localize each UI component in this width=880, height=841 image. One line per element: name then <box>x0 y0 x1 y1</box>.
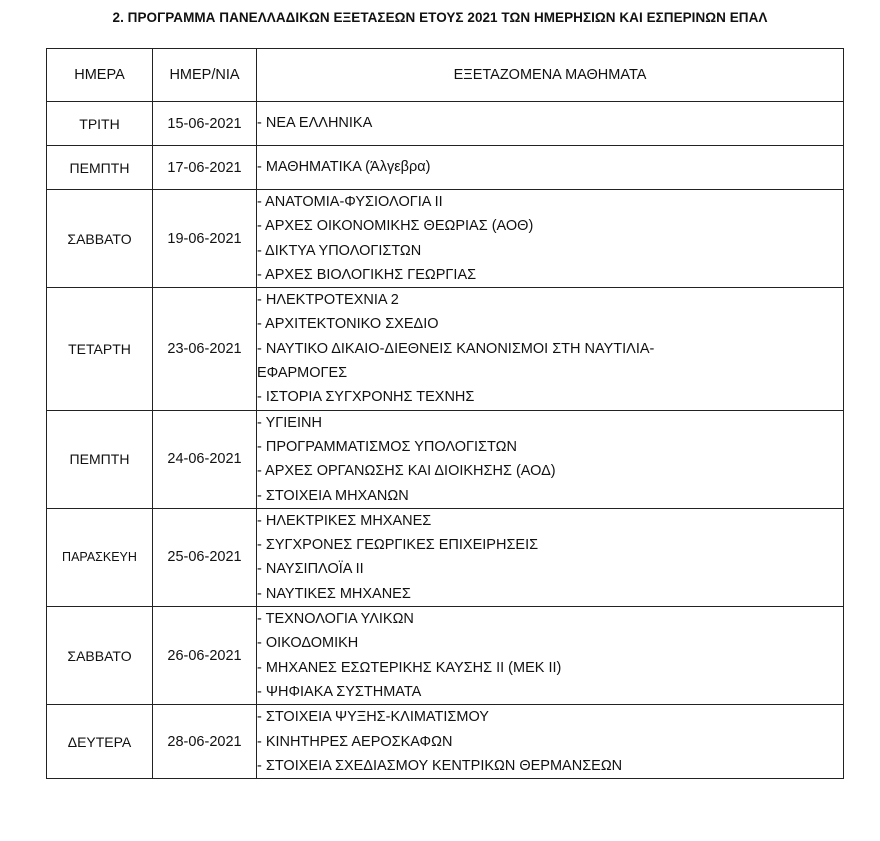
table-body <box>47 102 844 779</box>
subjects-cell <box>257 607 844 705</box>
subject-item: - ΝΕΑ ΕΛΛΗΝΙΚΑ <box>257 115 373 132</box>
subject-item: - ΤΕΧΝΟΛΟΓΙΑ ΥΛΙΚΩΝ <box>257 611 414 628</box>
subject-item: - ΣΤΟΙΧΕΙΑ ΣΧΕΔΙΑΣΜΟΥ ΚΕΝΤΡΙΚΩΝ ΘΕΡΜΑΝΣΕΩΝ <box>257 757 623 774</box>
date-cell: 19-06-2021 <box>153 190 257 288</box>
subject-item: - ΜΗΧΑΝΕΣ ΕΣΩΤΕΡΙΚΗΣ ΚΑΥΣΗΣ ΙΙ (ΜΕΚ ΙΙ) <box>257 659 562 676</box>
table-row <box>47 146 844 190</box>
subject-item: - ΑΡΧΙΤΕΚΤΟΝΙΚΟ ΣΧΕΔΙΟ <box>257 316 439 333</box>
subject-item: - ΝΑΥΤΙΚΕΣ ΜΗΧΑΝΕΣ <box>257 585 411 602</box>
subject-item: - ΜΑΘΗΜΑΤΙΚΑ (Άλγεβρα) <box>257 159 431 176</box>
table-header-row <box>47 49 844 102</box>
date-cell: 17-06-2021 <box>153 146 257 190</box>
date-cell: 24-06-2021 <box>153 410 257 508</box>
subject-item: - ΠΡΟΓΡΑΜΜΑΤΙΣΜΟΣ ΥΠΟΛΟΓΙΣΤΩΝ <box>257 438 517 455</box>
date-cell: 25-06-2021 <box>153 508 257 606</box>
table-row <box>47 410 844 508</box>
table-row <box>47 705 844 779</box>
subject-item: - ΑΡΧΕΣ ΟΙΚΟΝΟΜΙΚΗΣ ΘΕΩΡΙΑΣ (ΑΟΘ) <box>257 218 534 235</box>
table-row <box>47 190 844 288</box>
header-date: ΗΜΕΡ/ΝΙΑ <box>153 49 257 102</box>
day-cell: ΠΑΡΑΣΚΕΥΗ <box>47 508 153 606</box>
subject-item: - ΔΙΚΤΥΑ ΥΠΟΛΟΓΙΣΤΩΝ <box>257 242 422 259</box>
subject-item: - ΣΤΟΙΧΕΙΑ ΨΥΞΗΣ-ΚΛΙΜΑΤΙΣΜΟΥ <box>257 709 489 726</box>
subject-item: - ΙΣΤΟΡΙΑ ΣΥΓΧΡΟΝΗΣ ΤΕΧΝΗΣ <box>257 389 475 406</box>
subject-item: - ΟΙΚΟΔΟΜΙΚΗ <box>257 635 359 652</box>
subjects-cell <box>257 190 844 288</box>
subjects-cell <box>257 705 844 779</box>
table-row <box>47 102 844 146</box>
subjects-cell <box>257 508 844 606</box>
date-cell: 28-06-2021 <box>153 705 257 779</box>
subject-item: - ΥΓΙΕΙΝΗ <box>257 414 322 431</box>
date-cell: 26-06-2021 <box>153 607 257 705</box>
subject-item: - ΨΗΦΙΑΚΑ ΣΥΣΤΗΜΑΤΑ <box>257 683 422 700</box>
subject-item: - ΚΙΝΗΤΗΡΕΣ ΑΕΡΟΣΚΑΦΩΝ <box>257 733 453 750</box>
exam-schedule-table <box>46 48 844 779</box>
document-title: 2. ΠΡΟΓΡΑΜΜΑ ΠΑΝΕΛΛΑΔΙΚΩΝ ΕΞΕΤΑΣΕΩΝ ΕΤΟΥΣ 2021 ΤΩΝ ΗΜΕΡΗΣΙΩΝ ΚΑΙ ΕΣΠΕΡΙΝΩΝ ΕΠΑΛ <box>112 10 768 25</box>
table-row <box>47 508 844 606</box>
subject-item: - ΝΑΥΤΙΚΟ ΔΙΚΑΙΟ-ΔΙΕΘΝΕΙΣ ΚΑΝΟΝΙΣΜΟΙ ΣΤΗ ΝΑΥΤΙΛΙΑ- <box>257 340 655 357</box>
subject-item: - ΗΛΕΚΤΡΙΚΕΣ ΜΗΧΑΝΕΣ <box>257 512 432 529</box>
subject-item: - ΑΡΧΕΣ ΒΙΟΛΟΓΙΚΗΣ ΓΕΩΡΓΙΑΣ <box>257 266 477 283</box>
header-day: ΗΜΕΡΑ <box>47 49 153 102</box>
table-row <box>47 607 844 705</box>
subjects-cell <box>257 146 844 190</box>
date-cell: 23-06-2021 <box>153 288 257 410</box>
subject-item: - ΣΤΟΙΧΕΙΑ ΜΗΧΑΝΩΝ <box>257 487 409 504</box>
header-subjects: ΕΞΕΤΑΖΟΜΕΝΑ ΜΑΘΗΜΑΤΑ <box>257 49 844 102</box>
subjects-cell <box>257 410 844 508</box>
subject-item: - ΝΑΥΣΙΠΛΟΪΑ ΙΙ <box>257 561 364 578</box>
subject-item: - ΑΝΑΤΟΜΙΑ-ΦΥΣΙΟΛΟΓΙΑ ΙΙ <box>257 194 443 210</box>
day-cell: ΠΕΜΠΤΗ <box>47 146 153 190</box>
subjects-cell <box>257 102 844 146</box>
day-cell: ΤΕΤΑΡΤΗ <box>47 288 153 410</box>
day-cell: ΔΕΥΤΕΡΑ <box>47 705 153 779</box>
table-row <box>47 288 844 410</box>
subject-item: - ΗΛΕΚΤΡΟΤΕΧΝΙΑ 2 <box>257 292 399 309</box>
day-cell: ΠΕΜΠΤΗ <box>47 410 153 508</box>
subject-item: ΕΦΑΡΜΟΓΕΣ <box>257 365 348 382</box>
day-cell: ΤΡΙΤΗ <box>47 102 153 146</box>
subjects-cell <box>257 288 844 410</box>
subject-item: - ΑΡΧΕΣ ΟΡΓΑΝΩΣΗΣ ΚΑΙ ΔΙΟΙΚΗΣΗΣ (ΑΟΔ) <box>257 463 556 480</box>
day-cell: ΣΑΒΒΑΤΟ <box>47 190 153 288</box>
subject-item: - ΣΥΓΧΡΟΝΕΣ ΓΕΩΡΓΙΚΕΣ ΕΠΙΧΕΙΡΗΣΕΙΣ <box>257 537 539 554</box>
date-cell: 15-06-2021 <box>153 102 257 146</box>
day-cell: ΣΑΒΒΑΤΟ <box>47 607 153 705</box>
